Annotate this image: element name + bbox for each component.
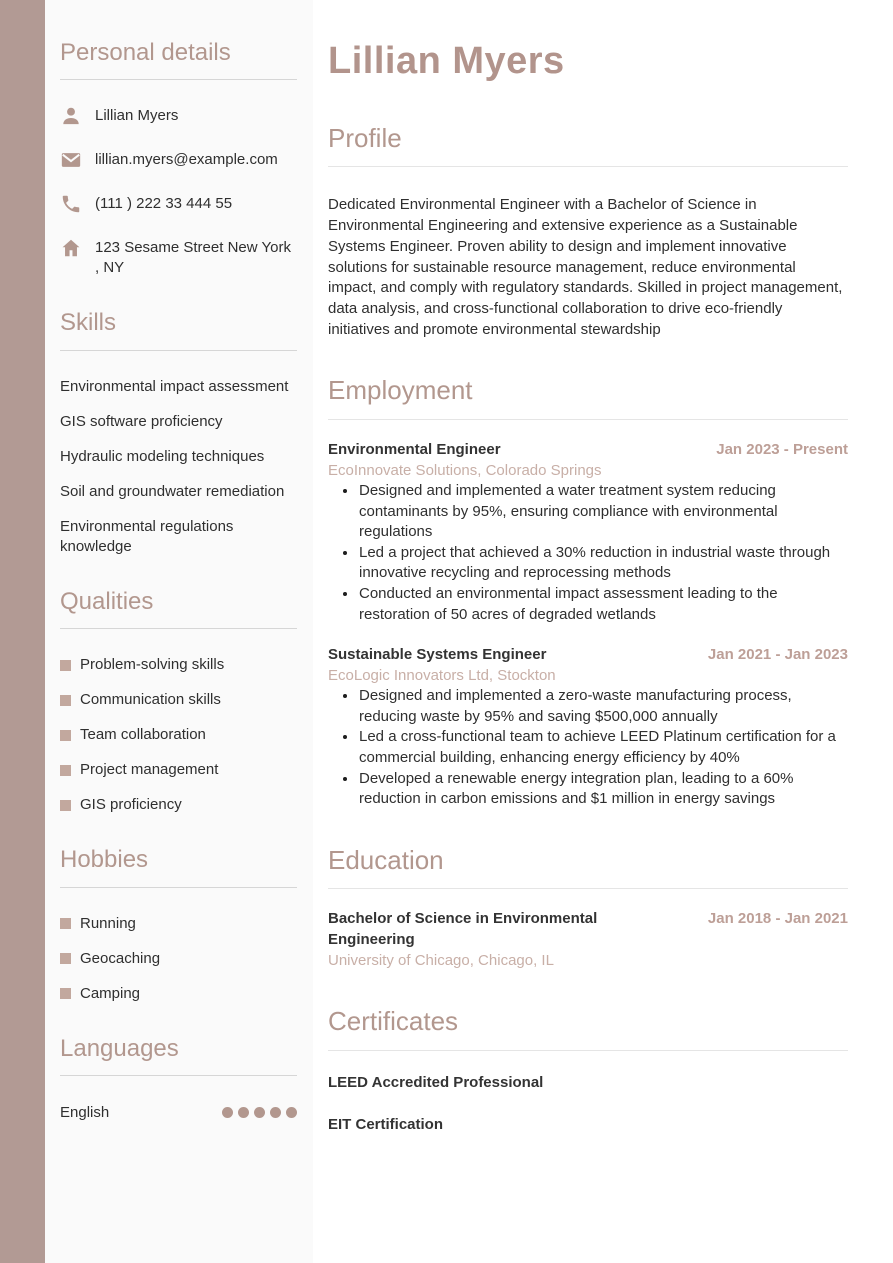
level-dot-icon (222, 1107, 233, 1118)
phone-icon (60, 193, 82, 215)
skills-list (60, 377, 297, 557)
level-dot-icon (238, 1107, 249, 1118)
job-bullet: • Conducted an environmental impact assessment leading to the restoration of 50 acres of degraded wetlands (358, 584, 848, 625)
certificates-heading: Certificates (328, 1007, 848, 1051)
certificate-item: EIT Certification (328, 1115, 444, 1133)
contact-email-row (60, 150, 297, 171)
hobby-item: Geocaching (60, 949, 297, 969)
contact-phone-text: (111 ) 222 33 444 55 (95, 195, 233, 213)
section-hobbies (60, 847, 297, 1003)
square-bullet-icon (60, 695, 71, 706)
skill-item: Environmental regulations knowledge (60, 517, 234, 555)
level-dot-icon (254, 1107, 265, 1118)
quality-item: Team collaboration (60, 725, 297, 745)
square-bullet-icon (60, 730, 71, 741)
skill-item: Environmental impact assessment (60, 377, 289, 395)
education-degree: Bachelor of Science in Environmental Engineering (328, 910, 598, 948)
square-bullet-icon (60, 988, 71, 999)
quality-item: Problem-solving skills (60, 655, 297, 675)
section-qualities (60, 589, 297, 815)
section-education (328, 846, 848, 972)
section-profile (328, 124, 848, 341)
level-dot-icon (286, 1107, 297, 1118)
hobbies-heading: Hobbies (60, 847, 297, 887)
quality-item: Communication skills (60, 690, 297, 710)
job-dates: Jan 2021 - Jan 2023 (707, 646, 848, 664)
contact-name-text: Lillian Myers (95, 107, 179, 125)
job-company: EcoLogic Innovators Ltd, Stockton (328, 667, 556, 685)
languages-heading: Languages (60, 1036, 297, 1076)
skill-item: Soil and groundwater remediation (60, 482, 285, 500)
contact-address-text: 123 Sesame Street New York , NY (95, 239, 291, 277)
skills-heading: Skills (60, 310, 297, 350)
home-icon (60, 237, 82, 259)
language-level-dots (222, 1107, 297, 1118)
square-bullet-icon (60, 765, 71, 776)
job-bullet: • Developed a renewable energy integration plan, leading to a 60% reduction in carbon emissions and $1 million in energy savings (358, 769, 848, 810)
section-certificates (328, 1007, 848, 1135)
quality-item: GIS proficiency (60, 795, 297, 815)
job-bullet: • Led a cross-functional team to achieve LEED Platinum certification for a commercial building, enhancing energy efficiency by 40% (358, 727, 848, 768)
job-header (328, 645, 848, 665)
job-header (328, 440, 848, 460)
section-skills (60, 310, 297, 556)
education-dates: Jan 2018 - Jan 2021 (707, 910, 848, 928)
profile-text: Dedicated Environmental Engineer with a Bachelor of Science in Environmental Engineering and extensive experience as a Sustainable Systems Engineer. Proven ability to design and implement innovative solutions for sustainable resource management, reduce environmental impact, and comply with regulatory standards. Skilled in project management, data analysis, and cross-functional collaboration to drive eco-friendly initiatives and promote environmental stewardship (328, 196, 843, 338)
profile-heading: Profile (328, 124, 848, 168)
job-bullet: • Designed and implemented a zero-waste manufacturing process, reducing waste by 95% and saving $500,000 annually (358, 686, 848, 727)
education-school: University of Chicago, Chicago, IL (328, 952, 554, 970)
person-icon (60, 105, 82, 127)
job-bullet: • Designed and implemented a water treatment system reducing contaminants by 95%, ensuring compliance with environmental regulations (358, 481, 848, 543)
level-dot-icon (270, 1107, 281, 1118)
sidebar (45, 0, 313, 1263)
job-dates: Jan 2023 - Present (716, 441, 848, 458)
resume-name-title: Lillian Myers (328, 40, 565, 82)
certificate-item: LEED Accredited Professional (328, 1073, 544, 1091)
education-heading: Education (328, 846, 848, 890)
contact-address-row (60, 238, 297, 278)
square-bullet-icon (60, 660, 71, 671)
square-bullet-icon (60, 918, 71, 929)
job-bullet: • Led a project that achieved a 30% reduction in industrial waste through innovative recycling and reprocessing methods (358, 543, 848, 584)
job-bullet-list (328, 481, 848, 625)
employment-heading: Employment (328, 376, 848, 420)
job-role: Environmental Engineer (328, 441, 501, 458)
job-bullet-list (328, 686, 848, 810)
language-row (60, 1104, 297, 1121)
job-company: EcoInnovate Solutions, Colorado Springs (328, 462, 602, 479)
qualities-heading: Qualities (60, 589, 297, 629)
language-name: English (60, 1103, 110, 1121)
qualities-list (60, 655, 297, 815)
job-entry (328, 645, 848, 810)
skill-item: Hydraulic modeling techniques (60, 447, 265, 465)
square-bullet-icon (60, 953, 71, 964)
contact-phone-row (60, 194, 297, 215)
personal-details-heading: Personal details (60, 40, 297, 80)
job-role: Sustainable Systems Engineer (328, 646, 547, 664)
email-icon (60, 149, 82, 171)
section-languages (60, 1036, 297, 1121)
main-content (313, 0, 893, 1263)
hobbies-list (60, 914, 297, 1004)
education-entry (328, 909, 848, 971)
contact-name-row (60, 106, 297, 127)
contact-email-text: lillian.myers@example.com (95, 151, 278, 169)
skill-item: GIS software proficiency (60, 412, 223, 430)
education-header (328, 909, 848, 950)
section-personal-details (60, 40, 297, 278)
quality-item: Project management (60, 760, 297, 780)
left-accent-stripe (0, 0, 45, 1263)
job-entry (328, 440, 848, 625)
square-bullet-icon (60, 800, 71, 811)
contact-list (60, 106, 297, 278)
hobby-item: Running (60, 914, 297, 934)
section-employment (328, 376, 848, 809)
hobby-item: Camping (60, 984, 297, 1004)
